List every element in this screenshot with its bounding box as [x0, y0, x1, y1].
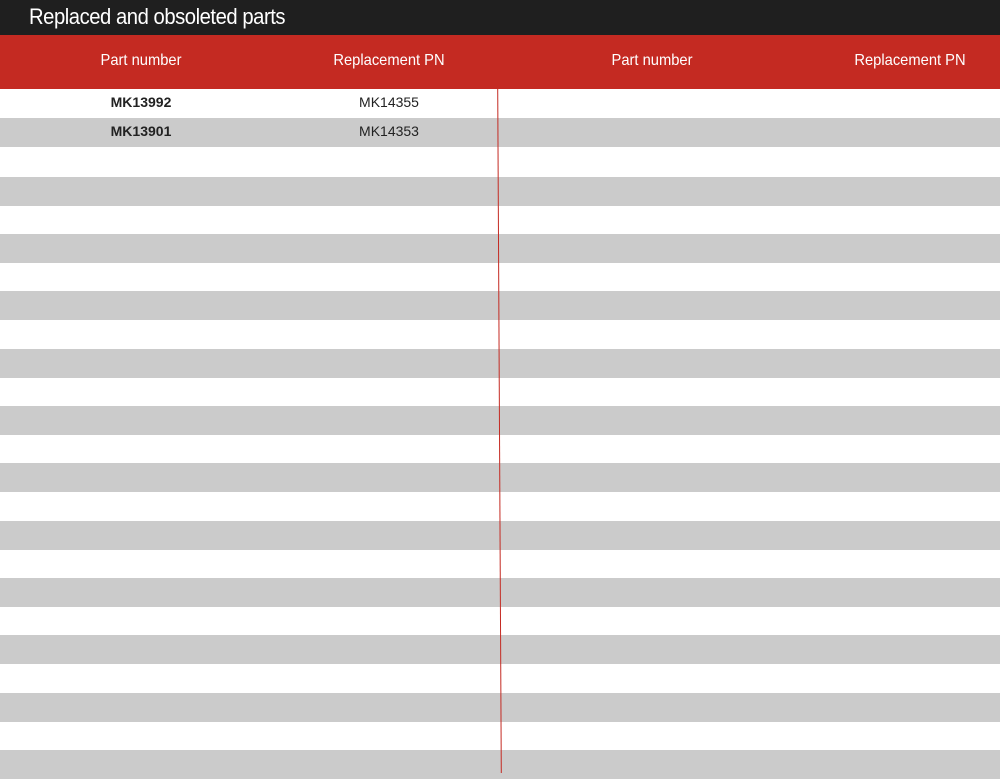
replacement-pn-cell: MK14353 — [359, 123, 419, 139]
table-row — [0, 320, 1000, 349]
title-bar — [0, 0, 1000, 35]
table-row — [0, 147, 1000, 176]
table-row — [0, 377, 1000, 406]
table-row — [0, 263, 1000, 292]
replacement-pn-cell: MK14355 — [359, 94, 419, 110]
table-row — [0, 118, 1000, 147]
header-replacement-pn-left: Replacement PN — [333, 52, 445, 69]
header-replacement-pn-right: Replacement PN — [854, 52, 966, 69]
table-row — [0, 177, 1000, 206]
table-row — [0, 291, 1000, 320]
table-row — [0, 205, 1000, 234]
header-part-number-right: Part number — [611, 52, 693, 69]
part-number-cell: MK13992 — [110, 94, 172, 110]
part-number-cell: MK13901 — [110, 123, 172, 139]
table-row — [0, 234, 1000, 263]
header-part-number-left: Part number — [100, 52, 182, 69]
table-row — [0, 89, 1000, 118]
page-title: Replaced and obsoleted parts — [29, 4, 286, 29]
table-header — [0, 35, 1000, 89]
table-row — [0, 349, 1000, 378]
